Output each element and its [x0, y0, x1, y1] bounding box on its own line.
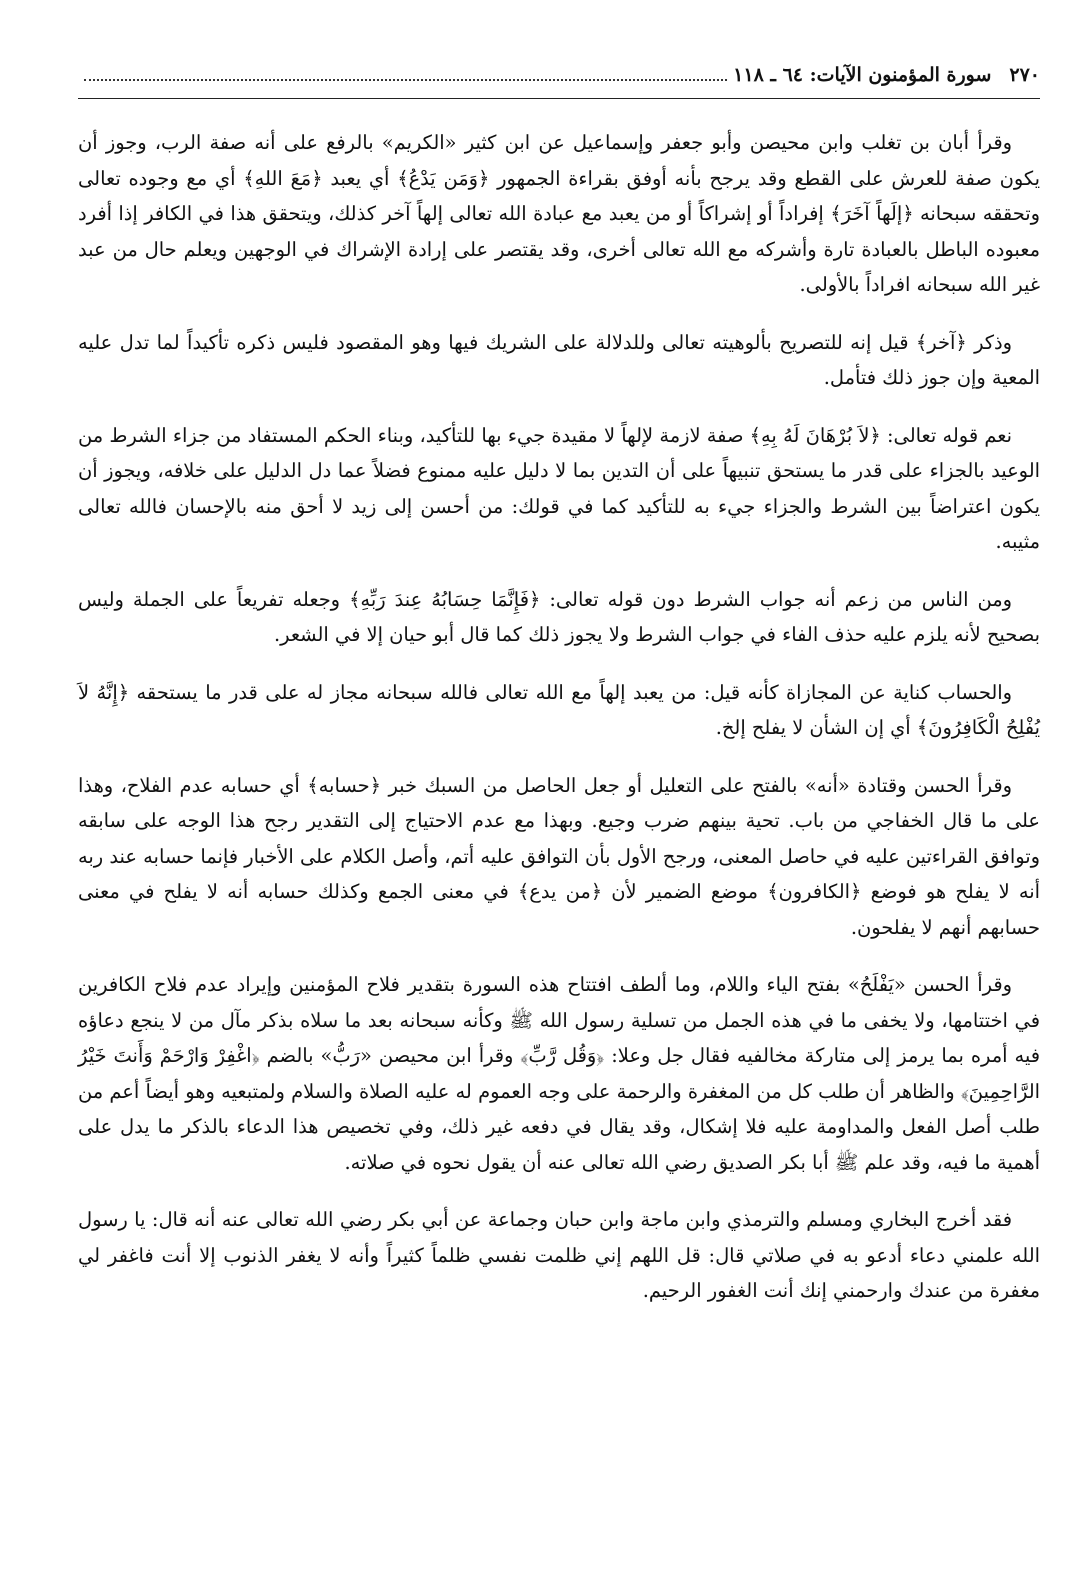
dotted-leader — [84, 67, 727, 81]
paragraph: نعم قوله تعالى: ﴿لاَ بُرْهَانَ لَهُ بِهِ﴾ صفة لازمة لإلهاً لا مقيدة جيء بها للتأكيد، وبناء الحكم المستفاد من جزاء الشرط من الوعيد بالجزاء على قدر ما يستحق تنبيهاً على أن التدين بما لا دليل عليه ممنوع فضلاً عما دل الدليل على خلافه، ويجوز أن يكون اعتراضاً بين الشرط والجزاء جيء به للتأكيد كما في قولك: من أحسن إلى زيد لا أحق منه بالإحسان فالله تعالى مثيبه. — [78, 423, 1040, 553]
paragraph: وقرأ الحسن «يَفْلَحُ» بفتح الياء واللام، وما ألطف افتتاح هذه السورة بتقدير فلاح المؤمنين وإيراد عدم فلاح الكافرين في اختتامها، ولا يخفى ما في هذه الجمل من تسلية رسول الله ﷺ وكأنه سبحانه بعد ما سلاه بذكر مآل من لا ينجع دعاؤه فيه أمره بما يرمز إلى متاركة مخالفيه فقال جل وعلا: ﴿وَقُل رَّبِّ﴾ وقرأ ابن محيصن «رَبُّ» بالضم ﴿اغْفِرْ وَارْحَمْ وَأَنتَ خَيْرُ الرَّاحِمِينَ﴾ والظاهر أن طلب كل من المغفرة والرحمة على وجه العموم له عليه الصلاة والسلام ولمتبعيه وهو أيضاً أعم من طلب أصل الفعل والمداومة عليه فلا إشكال، وقد يقال في دفعه غير ذلك، وفي تخصيص هذا الدعاء بالذكر ما يدل على أهمية ما فيه، وقد علم ﷺ أبا بكر الصديق رضي الله تعالى عنه أن يقول نحوه في صلاته. — [78, 973, 1040, 1174]
page-number: ٢٧٠ — [1009, 64, 1040, 86]
running-head — [78, 64, 1040, 99]
running-title: سورة المؤمنون الآيات: ٦٤ ـ ١١٨ — [733, 64, 992, 86]
paragraph: وقرأ الحسن وقتادة «أنه» بالفتح على التعليل أو جعل الحاصل من السبك خبر ﴿حسابه﴾ أي حسابه عدم الفلاح، وهذا على ما قال الخفاجي من باب. تحية بينهم ضرب وجيع. وبهذا مع عدم الاحتياج إلى التقدير رجح هذا الوجه على سابقه وتوافق القراءتين عليه في حاصل المعنى، ورجح الأول بأن التوافق عليه أتم، وأصل الكلام على الأخبار فإنما حسابه عند ربه أنه لا يفلح هو فوضع ﴿الكافرون﴾ موضع الضمير لأن ﴿من يدع﴾ في معنى الجمع وكذلك حسابه أنه لا يفلح في معنى حسابهم أنهم لا يفلحون. — [78, 773, 1040, 939]
paragraph: فقد أخرج البخاري ومسلم والترمذي وابن ماجة وابن حبان وجماعة عن أبي بكر رضي الله تعالى عنه أنه قال: يا رسول الله علمني دعاء أدعو به في صلاتي قال: قل اللهم إني ظلمت نفسي ظلماً كثيراً وأنه لا يغفر الذنوب إلا أنت فاغفر لي مغفرة من عندك وارحمني إنك أنت الغفور الرحيم. — [78, 1208, 1040, 1302]
page-body — [78, 125, 1040, 1309]
book-page — [78, 64, 1040, 1544]
paragraph: وذكر ﴿آخر﴾ قيل إنه للتصريح بألوهيته تعالى وللدلالة على الشريك فيها وهو المقصود فليس ذكره تأكيداً لما تدل عليه المعية وإن جوز ذلك فتأمل. — [78, 330, 1040, 389]
paragraph: والحساب كناية عن المجازاة كأنه قيل: من يعبد إلهاً مع الله تعالى فالله سبحانه مجاز له على قدر ما يستحقه ﴿إِنَّهُ لاَ يُفْلِحُ الْكَافِرُونَ﴾ أي إن الشأن لا يفلح إلخ. — [78, 680, 1040, 739]
paragraph: وقرأ أبان بن تغلب وابن محيصن وأبو جعفر وإسماعيل عن ابن كثير «الكريم» بالرفع على أنه صفة الرب، وجوز أن يكون صفة للعرش على القطع وقد يرجح بأنه أوفق بقراءة الجمهور ﴿وَمَن يَدْعُ﴾ أي يعبد ﴿مَعَ اللهِ﴾ أي مع وجوده تعالى وتحققه سبحانه ﴿إلَهاً آخَرَ﴾ إفراداً أو إشراكاً أو من يعبد مع عبادة الله تعالى إلهاً آخر كذلك، ويتحقق هذا في الكافر إذا أفرد معبوده الباطل بالعبادة تارة وأشركه مع الله تعالى أخرى، وقد يقتصر على إرادة الإشراك في الوجهين ويعلم حال من عبد غير الله سبحانه افراداً بالأولى. — [78, 131, 1040, 296]
paragraph: ومن الناس من زعم أنه جواب الشرط دون قوله تعالى: ﴿فَإِنَّمَا حِسَابُهُ عِندَ رَبِّهِ﴾ وجعله تفريعاً على الجملة وليس بصحيح لأنه يلزم عليه حذف الفاء في جواب الشرط ولا يجوز ذلك كما قال أبو حيان إلا في الشعر. — [78, 587, 1040, 646]
